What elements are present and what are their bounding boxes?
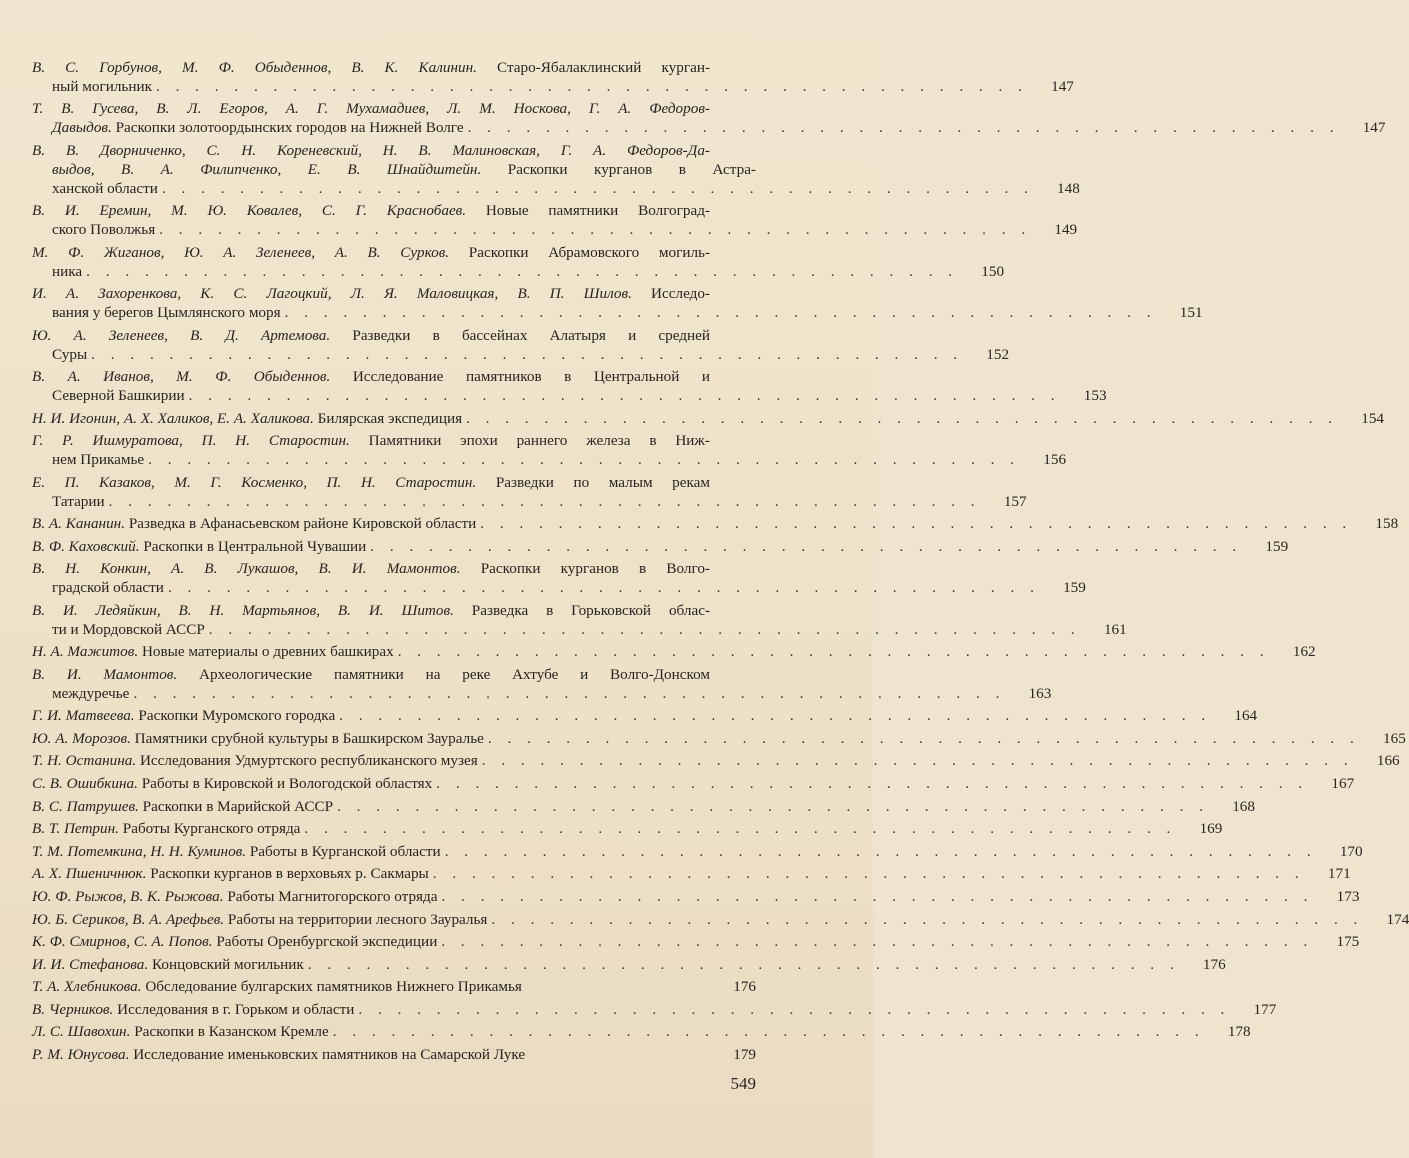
toc-entry xyxy=(32,285,1203,323)
entry-authors: В. И. Ледяйкин, В. Н. Мартьянов, В. И. Шитов. xyxy=(32,601,454,619)
dot-leader: . . . . . . . . . . . . . . . . . . . . . . . . . . . . . . . . . . . . . . . . . . . . . xyxy=(159,221,1032,239)
dot-leader: . . . . . . . . . . . . . . . . . . . . . . . . . . . . . . . . . . . . . . . . . . . . . xyxy=(155,77,1028,95)
dot-leader: . . . . . . . . . . . . . . . . . . . . . . . . . . . . . . . . . . . . . . . . . . . . . xyxy=(397,643,1270,661)
toc-line xyxy=(32,707,1258,726)
entry-page-number: 176 xyxy=(1202,955,1226,973)
entry-authors: В. Черников. xyxy=(32,1000,114,1018)
toc-line xyxy=(32,620,1127,640)
entry-page-number: 156 xyxy=(1043,451,1067,469)
toc-line xyxy=(32,368,756,387)
toc-line xyxy=(32,579,1086,598)
entry-page-number: 173 xyxy=(1336,887,1360,905)
entry-page-number: 153 xyxy=(1083,387,1107,405)
entry-authors: В. Т. Петрин. xyxy=(32,820,119,838)
dot-leader: . . . . . . . . . . . . . . . . . . . . . . . . . . . . . . . . . . . . . . . . . . . . . xyxy=(444,842,1317,860)
dot-leader: . . . . . . . . . . . . . . . . . . . . . . . . . . . . . . . . . . . . . . . . . . . . . xyxy=(491,910,1364,928)
toc-entry xyxy=(32,202,1078,240)
toc-line xyxy=(32,865,1351,884)
entry-page-number: 149 xyxy=(1054,221,1078,239)
entry-title-line: В. С. Патрушев. Раскопки в Марийской АССР xyxy=(32,797,334,815)
entry-page-number: 178 xyxy=(1227,1023,1251,1041)
entry-authors: В. А. Иванов, М. Ф. Обыденнов. xyxy=(32,368,331,386)
toc-line xyxy=(32,100,756,119)
entry-authors-cont: Давыдов. xyxy=(52,119,112,137)
entry-title-line: В. Н. Конкин, А. В. Лукашов, В. И. Мамонтов. Раскопки курганов в Волго- xyxy=(32,560,710,578)
toc-line xyxy=(32,432,756,451)
toc-entry xyxy=(32,707,1258,726)
entry-page-number: 174 xyxy=(1386,910,1409,928)
dot-leader: . . . . . . . . . . . . . . . . . . . . . . . . . . . . . . . . . . . . . . . . . . . . . xyxy=(481,752,1354,770)
entry-title-line: Ю. А. Зеленеев, В. Д. Артемова. Разведки в бассейнах Алатыря и средней xyxy=(32,326,710,344)
entry-title-line: ханской области xyxy=(52,179,158,197)
dot-leader: . . . . . . . . . . . . . . . . . . . . . . . . . . . . . . . . . . . . . . . . . . . . . xyxy=(307,955,1180,973)
entry-authors: А. Х. Пшеничнюк. xyxy=(32,865,147,883)
toc-entry xyxy=(32,752,1400,771)
entry-page-number: 175 xyxy=(1336,933,1360,951)
entry-title-line: А. Х. Пшеничнюк. Раскопки курганов в верховьях р. Сакмары xyxy=(32,865,429,883)
toc-line xyxy=(32,820,1223,839)
entry-page-number: 177 xyxy=(1253,1000,1277,1018)
entry-page-number: 167 xyxy=(1331,775,1355,793)
entry-title-line: Н. И. Игонин, А. Х. Халиков, Е. А. Халикова. Билярская экспедиция xyxy=(32,409,463,427)
entry-page-number: 166 xyxy=(1376,752,1400,770)
toc-line xyxy=(32,797,1255,817)
dot-leader: . . . . . . . . . . . . . . . . . . . . . . . . . . . . . . . . . . . . . . . . . . . . . xyxy=(148,451,1021,469)
entry-authors: В. А. Кананин. xyxy=(32,515,126,533)
entry-title-line: Суры xyxy=(52,345,88,363)
entry-authors: Т. М. Потемкина, Н. Н. Куминов. xyxy=(32,842,247,860)
entry-title-line: В. Т. Петрин. Работы Курганского отряда xyxy=(32,820,301,838)
toc-entry xyxy=(32,775,1355,794)
toc-entry xyxy=(32,1023,1251,1042)
toc-line xyxy=(32,729,1406,749)
entry-authors: К. Ф. Смирнов, С. А. Попов. xyxy=(32,933,213,951)
entry-page-number: 169 xyxy=(1199,820,1223,838)
entry-authors: Е. П. Казаков, М. Г. Косменко, П. Н. Старостин. xyxy=(32,473,477,491)
dot-leader: . . . . . . . . . . . . . . . . . . . . . . . . . . . . . . . . . . . . . . . . . . . . . xyxy=(91,345,964,363)
toc-line xyxy=(32,643,1316,662)
toc-line xyxy=(32,684,1052,704)
entry-title-line: ского Поволжья xyxy=(52,221,156,239)
entry-page-number: 170 xyxy=(1339,842,1363,860)
entry-authors: Ю. Б. Сериков, В. А. Арефьев. xyxy=(32,910,225,928)
entry-authors: В. И. Мамонтов. xyxy=(32,665,178,683)
toc-entry xyxy=(32,601,1127,640)
entry-title-line: И. А. Захоренкова, К. С. Лагоцкий, Л. Я. Маловицкая, В. П. Шилов. Исследо- xyxy=(32,285,710,303)
toc-line xyxy=(32,775,1355,794)
entry-title-line: Л. С. Шавохин. Раскопки в Казанском Кремле xyxy=(32,1023,329,1041)
entry-page-number: 162 xyxy=(1292,643,1316,661)
entry-authors: Ю. А. Морозов. xyxy=(32,729,131,747)
entry-title-line: Н. А. Мажитов. Новые материалы о древних башкирах xyxy=(32,643,394,661)
dot-leader: . . . . . . . . . . . . . . . . . . . . . . . . . . . . . . . . . . . . . . . . . . . . . xyxy=(188,387,1061,405)
toc-entry xyxy=(32,729,1406,749)
entry-authors: С. В. Ошибкина. xyxy=(32,775,138,793)
toc-entry xyxy=(32,643,1316,662)
toc-entry xyxy=(32,842,1363,862)
entry-title-line: ника xyxy=(52,262,83,280)
entry-title-line: И. И. Стефанова. Концовский могильник xyxy=(32,955,304,973)
dot-leader: . . . . . . . . . . . . . . . . . . . . . . . . . . . . . . . . . . . . . . . . . . . . . xyxy=(487,729,1360,747)
dot-leader: . . . . . . . . . . . . . . . . . . . . . . . . . . . . . . . . . . . . . . . . . . . . . xyxy=(332,1023,1205,1041)
entry-authors: И. И. Стефанова. xyxy=(32,955,149,973)
dot-leader: . . . . . . . . . . . . . . . . . . . . . . . . . . . . . . . . . . . . . . . . . . . . . xyxy=(467,119,1340,137)
entry-title-line: Северной Башкирии xyxy=(52,387,185,405)
entry-page-number: 176 xyxy=(733,978,756,996)
toc-line xyxy=(32,142,756,161)
entry-authors: Н. А. Мажитов. xyxy=(32,643,139,661)
toc-entry xyxy=(32,665,1052,704)
entry-title-line: вания у берегов Цымлянского моря xyxy=(52,304,281,322)
dot-leader: . . . . . . . . . . . . . . . . . . . . . . . . . . . . . . . . . . . . . . . . . . . . . xyxy=(304,820,1177,838)
entry-title-line: В. А. Иванов, М. Ф. Обыденнов. Исследование памятников в Центральной и xyxy=(32,368,710,386)
entry-authors: В. Ф. Каховский. xyxy=(32,537,140,555)
entry-authors: Л. С. Шавохин. xyxy=(32,1023,131,1041)
entry-authors: Р. М. Юнусова. xyxy=(32,1045,130,1063)
entry-page-number: 164 xyxy=(1234,707,1258,725)
toc-line xyxy=(32,451,1067,470)
entry-title-line: междуречье xyxy=(52,684,130,702)
entry-page-number: 171 xyxy=(1327,865,1351,883)
entry-title-line: К. Ф. Смирнов, С. А. Попов. Работы Оренбургской экспедиции xyxy=(32,933,438,951)
entry-page-number: 150 xyxy=(981,262,1005,280)
entry-title-line: выдов, В. А. Филипченко, Е. В. Шнайдштейн. Раскопки курганов в Астра- xyxy=(52,160,756,178)
entry-title-line: Е. П. Казаков, М. Г. Косменко, П. Н. Старостин. Разведки по малым рекам xyxy=(32,473,710,491)
toc-line xyxy=(32,1046,756,1065)
toc-entry xyxy=(32,865,1351,884)
toc-line xyxy=(32,202,756,221)
entry-title-line: ти и Мордовской АССР xyxy=(52,620,205,638)
toc-entry xyxy=(32,515,1399,534)
entry-title-line: нем Прикамье xyxy=(52,451,145,469)
toc-line xyxy=(32,304,1203,323)
entry-authors: Н. И. Игонин, А. Х. Халиков, Е. А. Халикова. xyxy=(32,409,314,427)
toc-line xyxy=(32,842,1363,862)
toc-line xyxy=(32,602,756,621)
dot-leader: . . . . . . . . . . . . . . . . . . . . . . . . . . . . . . . . . . . . . . . . . . . . . xyxy=(208,620,1081,638)
toc-line xyxy=(32,327,756,346)
entry-page-number: 163 xyxy=(1028,684,1052,702)
toc-line xyxy=(32,978,756,997)
toc-entry xyxy=(32,955,1226,975)
table-of-contents xyxy=(32,59,1409,1069)
toc-line xyxy=(32,119,1386,138)
toc-line xyxy=(32,77,1074,97)
entry-title-line: В. А. Кананин. Разведка в Афанасьевском районе Кировской области xyxy=(32,515,477,533)
toc-entry xyxy=(32,1000,1277,1020)
dot-leader: . . . . . . . . . . . . . . . . . . . . . . . . . . . . . . . . . . . . . . . . . . . . . xyxy=(339,707,1212,725)
entry-authors: И. А. Захоренкова, К. С. Лагоцкий, Л. Я. Маловицкая, В. П. Шилов. xyxy=(32,285,632,303)
entry-title-line: М. Ф. Жиганов, Ю. А. Зеленеев, А. В. Сурков. Раскопки Абрамовского могиль- xyxy=(32,243,711,261)
entry-authors: В. Н. Конкин, А. В. Лукашов, В. И. Мамонтов. xyxy=(32,560,461,578)
dot-leader: . . . . . . . . . . . . . . . . . . . . . . . . . . . . . . . . . . . . . . . . . . . . . xyxy=(436,775,1309,793)
entry-page-number: 154 xyxy=(1361,409,1384,427)
toc-line xyxy=(32,560,756,579)
dot-leader: . . . . . . . . . . . . . . . . . . . . . . . . . . . . . . . . . . . . . . . . . . . . . xyxy=(167,579,1040,597)
entry-title-line: Г. И. Матвеева. Раскопки Муромского городка xyxy=(32,707,336,725)
dot-leader: . . . . . . . . . . . . . . . . . . . . . . . . . . . . . . . . . . . . . . . . . . . . . xyxy=(337,797,1209,815)
entry-title-line: В. С. Горбунов, М. Ф. Обыденнов, В. К. Калинин. Старо-Ябалаклинский курган- xyxy=(32,59,710,76)
toc-entry xyxy=(32,368,1107,406)
entry-title-line: Т. Н. Останина. Исследования Удмуртского республиканского музея xyxy=(32,752,478,770)
toc-line xyxy=(32,1023,1251,1042)
entry-page-number: 179 xyxy=(733,1045,756,1063)
toc-line xyxy=(32,161,756,180)
toc-line xyxy=(32,179,1080,199)
toc-entry xyxy=(32,409,1384,429)
entry-title-line: С. В. Ошибкина. Работы в Кировской и Вологодской областях xyxy=(32,775,433,793)
toc-entry xyxy=(32,797,1255,817)
entry-authors: М. Ф. Жиганов, Ю. А. Зеленеев, А. В. Сурков. xyxy=(32,243,450,261)
entry-title-line: Т. М. Потемкина, Н. Н. Куминов. Работы в Курганской области xyxy=(32,842,441,860)
toc-entry xyxy=(32,933,1360,952)
entry-authors: В. В. Дворниченко, С. Н. Кореневский, Н. В. Малиновская, Г. А. Федоров-Да- xyxy=(32,141,710,159)
entry-page-number: 147 xyxy=(1362,119,1386,137)
toc-entry xyxy=(32,887,1360,907)
entry-title-line: ный могильник xyxy=(52,77,152,95)
entry-title-line: В. И. Ледяйкин, В. Н. Мартьянов, В. И. Шитов. Разведка в Горьковской облас- xyxy=(32,601,711,619)
dot-leader: . . . . . . . . . . . . . . . . . . . . . . . . . . . . . . . . . . . . . . . . . . . . . xyxy=(358,1000,1231,1018)
toc-entry xyxy=(32,1046,756,1065)
toc-line xyxy=(32,537,1289,557)
toc-line xyxy=(32,492,1027,512)
toc-line xyxy=(32,933,1360,952)
toc-entry xyxy=(32,537,1289,557)
entry-authors: Ю. А. Зеленеев, В. Д. Артемова. xyxy=(32,326,331,344)
toc-line xyxy=(32,59,756,78)
dot-leader: . . . . . . . . . . . . . . . . . . . . . . . . . . . . . . . . . . . . . . . . . . . . . xyxy=(441,933,1314,951)
entry-title-line: Ю. Б. Сериков, В. А. Арефьев. Работы на территории лесного Зауралья xyxy=(32,910,488,928)
entry-title-line: градской области xyxy=(52,579,164,597)
toc-entry xyxy=(32,59,1074,97)
entry-page-number: 158 xyxy=(1375,515,1399,533)
toc-line xyxy=(32,474,756,493)
toc-entry xyxy=(32,141,1080,199)
entry-title-line: В. Ф. Каховский. Раскопки в Центральной Чувашии xyxy=(32,537,367,555)
toc-line xyxy=(32,752,1400,771)
entry-authors: В. С. Горбунов, М. Ф. Обыденнов, В. К. Калинин. xyxy=(32,59,477,76)
toc-entry xyxy=(32,100,1386,138)
toc-entry xyxy=(32,326,1010,365)
toc-line xyxy=(32,666,756,685)
toc-entry xyxy=(32,432,1067,470)
entry-authors-cont: выдов, В. А. Филипченко, Е. В. Шнайдштейн. xyxy=(52,160,482,178)
entry-title-line: Ю. Ф. Рыжов, В. К. Рыжова. Работы Магнитогорского отряда xyxy=(32,887,438,905)
entry-page-number: 148 xyxy=(1057,179,1080,197)
dot-leader: . . . . . . . . . . . . . . . . . . . . . . . . . . . . . . . . . . . . . . . . . . . . . xyxy=(441,887,1314,905)
entry-page-number: 165 xyxy=(1383,729,1406,747)
entry-page-number: 147 xyxy=(1051,77,1074,95)
toc-entry xyxy=(32,243,1005,282)
toc-entry xyxy=(32,910,1409,930)
entry-authors: В. И. Еремин, М. Ю. Ковалев, С. Г. Краснобаев. xyxy=(32,202,467,220)
dot-leader: . . . . . . . . . . . . . . . . . . . . . . . . . . . . . . . . . . . . . . . . . . . . . xyxy=(108,492,981,510)
entry-page-number: 151 xyxy=(1179,304,1203,322)
entry-page-number: 168 xyxy=(1232,797,1255,815)
entry-title-line: В. И. Еремин, М. Ю. Ковалев, С. Г. Краснобаев. Новые памятники Волгоград- xyxy=(32,202,710,220)
entry-title-line: Ю. А. Морозов. Памятники срубной культуры в Башкирском Зауралье xyxy=(32,729,484,747)
toc-line xyxy=(32,262,1005,282)
toc-line xyxy=(32,285,756,304)
entry-title-line: В. И. Мамонтов. Археологические памятники на реке Ахтубе и Волго-Донском xyxy=(32,665,710,683)
entry-title-line: Р. М. Юнусова. Исследование именьковских памятников на Самарской Луке xyxy=(32,1045,526,1063)
toc-line xyxy=(32,887,1360,907)
toc-line xyxy=(32,955,1226,975)
page-number: 549 xyxy=(730,1074,756,1093)
dot-leader: . . . . . . . . . . . . . . . . . . . . . . . . . . . . . . . . . . . . . . . . . . . . . xyxy=(161,179,1034,197)
toc-entry xyxy=(32,978,756,997)
dot-leader: . . . . . . . . . . . . . . . . . . . . . . . . . . . . . . . . . . . . . . . . . . . . . xyxy=(432,865,1305,883)
toc-line xyxy=(32,409,1384,429)
entry-page-number: 152 xyxy=(986,345,1010,363)
entry-page-number: 157 xyxy=(1003,492,1027,510)
toc-line xyxy=(32,515,1399,534)
dot-leader: . . . . . . . . . . . . . . . . . . . . . . . . . . . . . . . . . . . . . . . . . . . . . xyxy=(480,515,1353,533)
entry-page-number: 159 xyxy=(1265,537,1289,555)
dot-leader: . . . . . . . . . . . . . . . . . . . . . . . . . . . . . . . . . . . . . . . . . . . . . xyxy=(133,684,1006,702)
toc-line xyxy=(32,221,1078,240)
toc-line xyxy=(32,345,1010,365)
toc-line xyxy=(32,910,1409,930)
entry-authors: Г. И. Матвеева. xyxy=(32,707,135,725)
entry-page-number: 159 xyxy=(1063,579,1086,597)
toc-line xyxy=(32,244,756,263)
entry-title-line: Т. А. Хлебникова. Обследование булгарских памятников Нижнего Прикамья xyxy=(32,978,522,996)
toc-entry xyxy=(32,560,1086,598)
entry-authors: В. С. Патрушев. xyxy=(32,797,139,815)
dot-leader: . . . . . . . . . . . . . . . . . . . . . . . . . . . . . . . . . . . . . . . . . . . . . xyxy=(284,304,1157,322)
entry-title-line: В. Черников. Исследования в г. Горьком и области xyxy=(32,1000,355,1018)
entry-title-line: Давыдов. Раскопки золотоордынских городов на Нижней Волге xyxy=(52,119,464,137)
entry-page-number: 161 xyxy=(1103,620,1127,638)
entry-title-line: Татарии xyxy=(52,492,105,510)
entry-authors: Г. Р. Ишмуратова, П. Н. Старостин. xyxy=(32,432,350,450)
dot-leader: . . . . . . . . . . . . . . . . . . . . . . . . . . . . . . . . . . . . . . . . . . . . . xyxy=(466,409,1338,427)
entry-authors: Ю. Ф. Рыжов, В. К. Рыжова. xyxy=(32,887,224,905)
toc-entry xyxy=(32,473,1027,512)
toc-line xyxy=(32,1000,1277,1020)
toc-line xyxy=(32,387,1107,406)
entry-title-line: Г. Р. Ишмуратова, П. Н. Старостин. Памятники эпохи раннего железа в Ниж- xyxy=(32,432,710,450)
entry-authors: Т. Н. Останина. xyxy=(32,752,137,770)
toc-entry xyxy=(32,820,1223,839)
dot-leader: . . . . . . . . . . . . . . . . . . . . . . . . . . . . . . . . . . . . . . . . . . . . . xyxy=(370,537,1243,555)
entry-authors: Т. А. Хлебникова. xyxy=(32,978,142,996)
entry-authors: Т. В. Гусева, В. Л. Егоров, А. Г. Мухамадиев, Л. М. Носкова, Г. А. Федоров- xyxy=(32,100,710,118)
dot-leader: . . . . . . . . . . . . . . . . . . . . . . . . . . . . . . . . . . . . . . . . . . . . . xyxy=(86,262,959,280)
